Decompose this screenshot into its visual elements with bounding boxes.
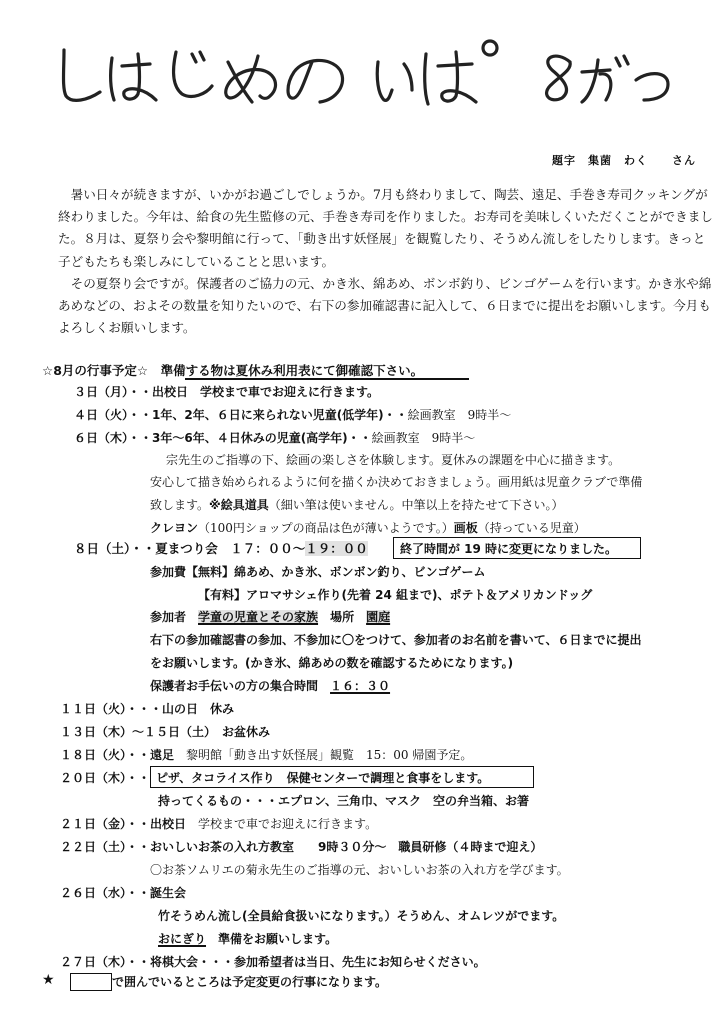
event-day8-participants: 参加者 学童の児童とその家族 場所 園庭 — [150, 610, 391, 624]
event-day8-free: 参加費【無料】綿あめ、かき氷、ボンボン釣り、ビンゴゲーム — [150, 565, 486, 579]
event-day4: ４日（火）・・1年、2年、６日に来られない児童(低学年)・・絵画教室 9時半〜 — [74, 408, 512, 422]
schedule-title: ☆8月の行事予定☆ — [42, 363, 149, 378]
event-day8: ８日（土）・・夏まつり会 １７：００〜１９：００ — [74, 541, 368, 556]
event-day11: １１日（火）・・・山の日 休み — [60, 702, 235, 716]
event-day26: ２６日（水）・・誕生会 — [60, 886, 187, 900]
change-note-day20: ピザ、タコライス作り 保健センターで調理と食事をします。 — [156, 771, 490, 785]
footer-star-icon: ★ — [42, 972, 55, 988]
event-day20-items: 持ってくるもの・・・エプロン、三角巾、マスク 空の弁当箱、お箸 — [158, 794, 530, 808]
event-day6-detail-3: 致します。※絵具道具（細い筆は使いません。中筆以上を持たせて下さい。） — [150, 498, 564, 512]
event-day13: １３日（木）〜１５日（土） お盆休み — [60, 725, 271, 739]
footer-note: で囲んでいるところは予定変更の行事になります。 — [112, 975, 388, 989]
intro-paragraph-2: その夏祭り会ですが。保護者のご協力の元、かき氷、綿あめ、ボンボ釣り、ビンゴゲームを行います。かき氷や綿あめなどの、およその数量を知りたいので、右下の参加確認書に記入して、６日までに提出をお願いします。今月もよろしくお願いします。 — [58, 275, 712, 336]
event-day3: ３日（月）・・出校日 学校まで車でお迎えに行きます。 — [74, 385, 380, 399]
title-credit: 題字 集菌 わく さん — [552, 154, 696, 167]
event-day8-instructions-1: 右下の参加確認書の参加、不参加に〇をつけて、参加者のお名前を書いて、６日までに提出 — [150, 633, 642, 647]
event-day8-paid: 【有料】アロマサシェ作り(先着 24 組まで)、ポテト＆アメリカンドッグ — [198, 588, 593, 602]
event-day8-helper-time: 保護者お手伝いの方の集合時間 １６：３０ — [150, 679, 391, 693]
schedule-note: 準備する物は夏休み利用表にて御確認下さい。 — [160, 363, 424, 378]
event-day18: １８日（火）・・遠足 黎明館「動き出す妖怪展」観覧 15：00 帰園予定。 — [60, 748, 473, 762]
event-day26-onigiri: おにぎり 準備をお願いします。 — [158, 932, 338, 946]
change-note-day8: 終了時間が 19 時に変更になりました。 — [400, 542, 618, 556]
event-day22: ２２日（土）・・おいしいお茶の入れ方教室 9時３０分〜 職員研修（４時まで迎え） — [60, 840, 543, 854]
event-day6-detail-1: 宗先生のご指導の下、絵画の楽しさを体験します。夏休みの課題を中心に描きます。 — [166, 453, 621, 467]
schedule-header — [42, 363, 423, 379]
event-day8-instructions-2: をお願いします。(かき氷、綿あめの数を確認するためになります。) — [150, 656, 514, 670]
schedule-note-underline — [185, 378, 469, 380]
event-day27: ２７日（木）・・将棋大会・・・参加希望者は当日、先生にお知らせください。 — [60, 955, 486, 969]
event-day6: ６日（木）・・3年〜6年、４日休みの児童(高学年)・・絵画教室 9時半〜 — [74, 431, 476, 445]
intro-paragraph-1: 暑い日々が続きますが、いかがお過ごしでしょうか。7月も終わりまして、陶芸、遠足、手巻き寿司クッキングが終わりました。今年は、給食の先生監修の元、手巻き寿司を作りました。お寿司を美味しくいただくことができました。８月は、夏祭り会や黎明館に行って、「動き出す妖怪展」を観覧したり、そうめん流しをしたりします。きっと子どもたちも楽しみにしていることと思います。 — [58, 187, 713, 269]
event-day20: ２０日（木）・・ — [60, 771, 151, 785]
legend-box — [70, 973, 112, 991]
end-time-highlight: １９：００ — [305, 541, 368, 556]
event-day26-detail: 竹そうめん流し(全員給食扱いになります。）そうめん、オムレツがでます。 — [158, 909, 565, 923]
intro-text — [58, 184, 714, 339]
event-day22-detail: 〇お茶ソムリエの菊永先生のご指導の元、おいしいお茶の入れ方を学びます。 — [150, 863, 569, 877]
event-day21: ２１日（金）・・出校日 学校まで車でお迎えに行きます。 — [60, 817, 378, 831]
event-day6-detail-4: クレヨン（100円ショップの商品は色が薄いようです。）画板（持っている児童） — [150, 521, 586, 535]
handwritten-title — [0, 0, 724, 140]
event-day6-detail-2: 安心して描き始められるように何を描くか決めておきましょう。画用紙は児童クラブで準備 — [150, 475, 643, 489]
